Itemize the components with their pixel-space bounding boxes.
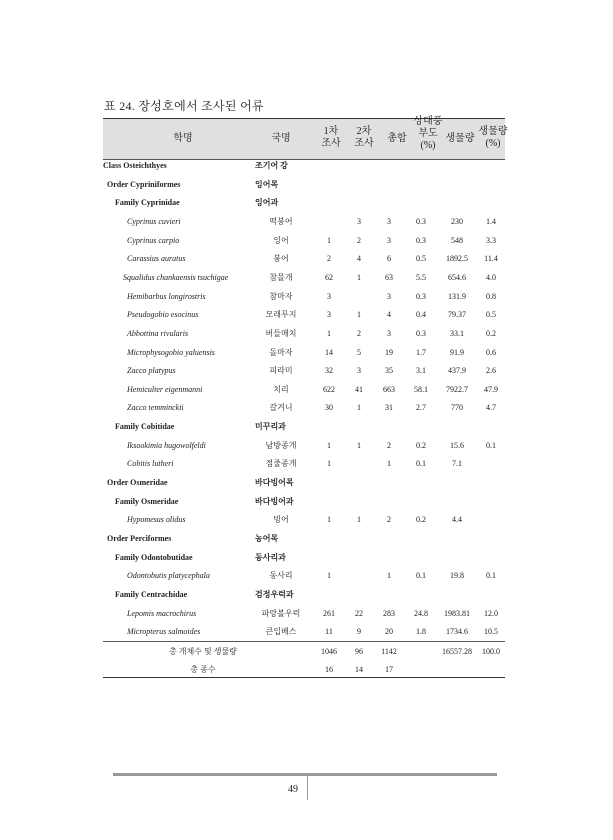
korean-name-cell: 모래무지 <box>265 310 297 320</box>
scientific-name-cell: Cyprinus carpio <box>127 235 180 245</box>
value-cell-bio: 1892.5 <box>446 254 468 264</box>
value-cell-s2: 22 <box>355 608 363 618</box>
total-cell-s2: 96 <box>355 647 363 656</box>
korean-name-cell: 바다빙어과 <box>255 496 294 506</box>
scientific-name-cell: Family Centrachidae <box>115 589 188 599</box>
table-row <box>103 586 505 604</box>
korean-name-cell: 파랑볼우럭 <box>261 608 301 618</box>
value-cell-sum: 6 <box>387 254 391 264</box>
scientific-name-cell: Family Cobitidae <box>115 422 175 432</box>
value-cell-sum: 3 <box>387 235 391 245</box>
korean-name-cell: 남방종개 <box>265 440 297 450</box>
value-cell-sum: 1 <box>387 459 391 469</box>
value-cell-ra: 0.4 <box>416 310 426 320</box>
value-cell-s1: 1 <box>327 328 331 338</box>
value-cell-sum: 35 <box>385 366 393 376</box>
table-row <box>103 549 505 567</box>
header-biomass-percent: 생물량 (%) <box>478 126 508 149</box>
value-cell-bio: 7.1 <box>452 459 462 469</box>
korean-name-cell: 조기어 강 <box>255 161 288 170</box>
korean-name-cell: 동사리 <box>269 571 293 581</box>
value-cell-sum: 31 <box>385 403 393 413</box>
value-cell-bp: 47.9 <box>484 384 498 394</box>
value-cell-ra: 2.7 <box>416 403 426 413</box>
korean-name-cell: 잉어 <box>273 235 289 245</box>
header-scientific-name: 학명 <box>173 133 193 144</box>
value-cell-bio: 4.4 <box>452 515 462 525</box>
value-cell-s2: 2 <box>357 235 361 245</box>
table-row <box>103 437 505 455</box>
table-row <box>103 362 505 380</box>
scientific-name-cell: Abbottina rivularis <box>127 328 189 338</box>
scientific-name-cell: Micropterus salmoides <box>127 627 201 637</box>
scientific-name-cell: Zacco platypus <box>127 366 176 376</box>
value-cell-ra: 0.2 <box>416 440 426 450</box>
table-row <box>103 344 505 362</box>
table-row <box>103 455 505 473</box>
value-cell-s2: 1 <box>357 440 361 450</box>
table-row <box>103 325 505 343</box>
scientific-name-cell: Family Osmeridae <box>115 496 179 506</box>
value-cell-bio: 91.9 <box>450 347 464 357</box>
scientific-name-cell: Carassius auratus <box>127 254 186 264</box>
table-caption: 표 24. 장성호에서 조사된 어류 <box>104 99 264 113</box>
value-cell-s2: 1 <box>357 310 361 320</box>
scientific-name-cell: Odontobutis platycephala <box>127 571 210 581</box>
value-cell-s1: 1 <box>327 571 331 581</box>
table-row <box>103 157 505 175</box>
scientific-name-cell: Cobitis lutheri <box>127 459 174 469</box>
value-cell-sum: 2 <box>387 515 391 525</box>
korean-name-cell: 돌마자 <box>269 347 293 357</box>
value-cell-s2: 2 <box>357 328 361 338</box>
korean-name-cell: 버들매치 <box>265 328 297 338</box>
value-cell-bio: 548 <box>451 235 463 245</box>
table-row <box>103 269 505 287</box>
korean-name-cell: 참마자 <box>269 291 293 301</box>
value-cell-bio: 19.8 <box>450 571 464 581</box>
value-cell-s1: 1 <box>327 459 331 469</box>
header-korean-name: 국명 <box>271 133 291 144</box>
value-cell-s1: 2 <box>327 254 331 264</box>
value-cell-ra: 0.2 <box>416 515 426 525</box>
fish-species-table <box>103 116 508 678</box>
scientific-name-cell: Iksookimia hugowolfeldi <box>127 440 206 450</box>
total-cell-s1: 16 <box>325 665 333 674</box>
table-row <box>103 530 505 548</box>
value-cell-bp: 1.4 <box>486 216 496 226</box>
value-cell-ra: 0.3 <box>416 216 426 226</box>
korean-name-cell: 잉어목 <box>255 179 279 189</box>
scientific-name-cell: Lepomis macrochirus <box>127 608 197 618</box>
scientific-name-cell: Hypomesus olidus <box>127 515 186 525</box>
value-cell-s2: 41 <box>355 384 363 394</box>
value-cell-sum: 3 <box>387 216 391 226</box>
table-row <box>103 605 505 623</box>
table-row <box>103 474 505 492</box>
value-cell-sum: 283 <box>383 608 395 618</box>
value-cell-bp: 0.1 <box>486 571 496 581</box>
value-cell-ra: 0.5 <box>416 254 426 264</box>
korean-name-cell: 미꾸리과 <box>255 422 286 432</box>
value-cell-bp: 2.6 <box>486 366 496 376</box>
value-cell-sum: 20 <box>385 627 393 637</box>
value-cell-bp: 0.1 <box>486 440 496 450</box>
table-row <box>103 399 505 417</box>
value-cell-bp: 3.3 <box>486 235 496 245</box>
value-cell-bp: 4.7 <box>486 403 496 413</box>
table-row <box>103 306 505 324</box>
korean-name-cell: 동사리과 <box>255 552 286 562</box>
value-cell-s1: 11 <box>325 627 333 637</box>
value-cell-bp: 0.8 <box>486 291 496 301</box>
value-cell-bio: 131.9 <box>448 291 466 301</box>
value-cell-s1: 1 <box>327 440 331 450</box>
table-row <box>103 567 505 585</box>
value-cell-bio: 437.9 <box>448 366 466 376</box>
korean-name-cell: 치리 <box>273 384 289 394</box>
scientific-name-cell: Cyprinus cuvieri <box>127 216 181 226</box>
header-relative-abundance: 상대풍 부도 (%) <box>413 116 443 151</box>
korean-name-cell: 바다빙어목 <box>255 478 294 488</box>
value-cell-ra: 0.3 <box>416 328 426 338</box>
table-row <box>103 250 505 268</box>
total-cell-bio: 16557.28 <box>442 647 472 656</box>
value-cell-s1: 261 <box>323 608 335 618</box>
scientific-name-cell: Pseudogobio esocinus <box>127 310 199 320</box>
header-biomass: 생물량 <box>445 133 475 144</box>
table-row <box>103 418 505 436</box>
table-row <box>103 288 505 306</box>
total-cell-sum: 1142 <box>381 647 397 656</box>
value-cell-ra: 0.1 <box>416 459 426 469</box>
value-cell-s1: 622 <box>323 384 335 394</box>
value-cell-bio: 15.6 <box>450 440 464 450</box>
value-cell-s2: 3 <box>357 216 361 226</box>
korean-name-cell: 피라미 <box>269 366 293 376</box>
value-cell-sum: 63 <box>385 272 393 282</box>
table-row <box>103 511 505 529</box>
value-cell-s1: 14 <box>325 347 333 357</box>
value-cell-bp: 10.5 <box>484 627 498 637</box>
korean-name-cell: 붕어 <box>273 254 289 264</box>
value-cell-s2: 1 <box>357 272 361 282</box>
value-cell-bp: 11.4 <box>484 254 498 264</box>
korean-name-cell: 잉어과 <box>255 198 279 208</box>
table-row <box>103 381 505 399</box>
value-cell-sum: 663 <box>383 384 395 394</box>
value-cell-s1: 30 <box>325 403 333 413</box>
value-cell-s1: 1 <box>327 515 331 525</box>
table-row <box>103 213 505 231</box>
value-cell-ra: 3.1 <box>416 366 426 376</box>
total-cell-bp: 100.0 <box>482 647 500 656</box>
scientific-name-cell: Order Perciformes <box>107 534 172 543</box>
value-cell-ra: 5.5 <box>416 272 426 282</box>
korean-name-cell: 점줄종개 <box>265 459 297 469</box>
total-cell-s2: 14 <box>355 665 363 674</box>
value-cell-s1: 1 <box>327 235 331 245</box>
total-cell-sum: 17 <box>385 665 393 674</box>
scientific-name-cell: Microphysogobio yaluensis <box>127 347 215 357</box>
total-cell-s1: 1046 <box>321 647 337 656</box>
value-cell-sum: 19 <box>385 347 393 357</box>
value-cell-bp: 12.0 <box>484 608 498 618</box>
table-row <box>103 493 505 511</box>
scientific-name-cell: Hemibarbus longirostris <box>127 291 206 301</box>
value-cell-ra: 58.1 <box>414 384 428 394</box>
value-cell-bio: 79.37 <box>448 310 466 320</box>
footer-rule <box>113 773 497 776</box>
header-survey2: 2차 조사 <box>354 126 374 149</box>
korean-name-cell: 검정우럭과 <box>255 589 294 599</box>
table-row <box>103 176 505 194</box>
value-cell-bp: 0.2 <box>486 328 496 338</box>
value-cell-sum: 2 <box>387 440 391 450</box>
korean-name-cell: 빙어 <box>273 515 289 525</box>
korean-name-cell: 농어목 <box>255 534 279 543</box>
scientific-name-cell: Squalidus chankaensis tsuchigae <box>123 272 229 282</box>
value-cell-bio: 7922.7 <box>446 384 468 394</box>
table-row <box>103 194 505 212</box>
value-cell-s1: 3 <box>327 310 331 320</box>
totals-rule <box>103 641 505 642</box>
scientific-name-cell: Order Cypriniformes <box>107 179 181 189</box>
korean-name-cell: 참몰개 <box>269 272 293 282</box>
value-cell-sum: 3 <box>387 328 391 338</box>
table-header <box>103 116 508 159</box>
scientific-name-cell: Family Odontobutidae <box>115 552 193 562</box>
scientific-name-cell: Order Osmeridae <box>107 478 168 488</box>
value-cell-bio: 1983.81 <box>444 608 470 618</box>
scientific-name-cell: Zacco temminckii <box>127 403 184 413</box>
value-cell-bp: 0.6 <box>486 347 496 357</box>
table-row <box>103 623 505 641</box>
value-cell-bp: 0.5 <box>486 310 496 320</box>
value-cell-bio: 230 <box>451 216 463 226</box>
value-cell-sum: 4 <box>387 310 391 320</box>
page-number: 49 <box>288 784 298 795</box>
value-cell-s2: 5 <box>357 347 361 357</box>
value-cell-s1: 62 <box>325 272 333 282</box>
value-cell-ra: 0.1 <box>416 571 426 581</box>
value-cell-bio: 654.6 <box>448 272 466 282</box>
total-row <box>103 643 505 661</box>
value-cell-s2: 1 <box>357 515 361 525</box>
value-cell-ra: 0.3 <box>416 235 426 245</box>
scientific-name-cell: Class Osteichthyes <box>103 161 167 170</box>
korean-name-cell: 큰입배스 <box>265 627 297 637</box>
korean-name-cell: 떡붕어 <box>269 216 293 226</box>
table-row <box>103 232 505 250</box>
korean-name-cell: 갈겨니 <box>269 403 293 413</box>
value-cell-s1: 3 <box>327 291 331 301</box>
value-cell-s1: 32 <box>325 366 333 376</box>
header-survey1: 1차 조사 <box>321 126 341 149</box>
value-cell-ra: 0.3 <box>416 291 426 301</box>
value-cell-ra: 24.8 <box>414 608 428 618</box>
value-cell-ra: 1.7 <box>416 347 426 357</box>
value-cell-s2: 1 <box>357 403 361 413</box>
total-row <box>103 661 505 679</box>
value-cell-bio: 770 <box>451 403 463 413</box>
value-cell-s2: 9 <box>357 627 361 637</box>
value-cell-sum: 1 <box>387 571 391 581</box>
value-cell-s2: 3 <box>357 366 361 376</box>
total-label: 총 개체수 및 생물량 <box>169 647 237 656</box>
scientific-name-cell: Hemiculter eigenmanni <box>127 384 203 394</box>
value-cell-sum: 3 <box>387 291 391 301</box>
footer-separator <box>307 776 308 800</box>
value-cell-bp: 4.0 <box>486 272 496 282</box>
total-label: 총 종수 <box>190 665 216 674</box>
value-cell-s2: 4 <box>357 254 361 264</box>
value-cell-ra: 1.8 <box>416 627 426 637</box>
value-cell-bio: 1734.6 <box>446 627 468 637</box>
scientific-name-cell: Family Cyprinidae <box>115 198 180 208</box>
value-cell-bio: 33.1 <box>450 328 464 338</box>
header-total: 총합 <box>387 133 407 144</box>
